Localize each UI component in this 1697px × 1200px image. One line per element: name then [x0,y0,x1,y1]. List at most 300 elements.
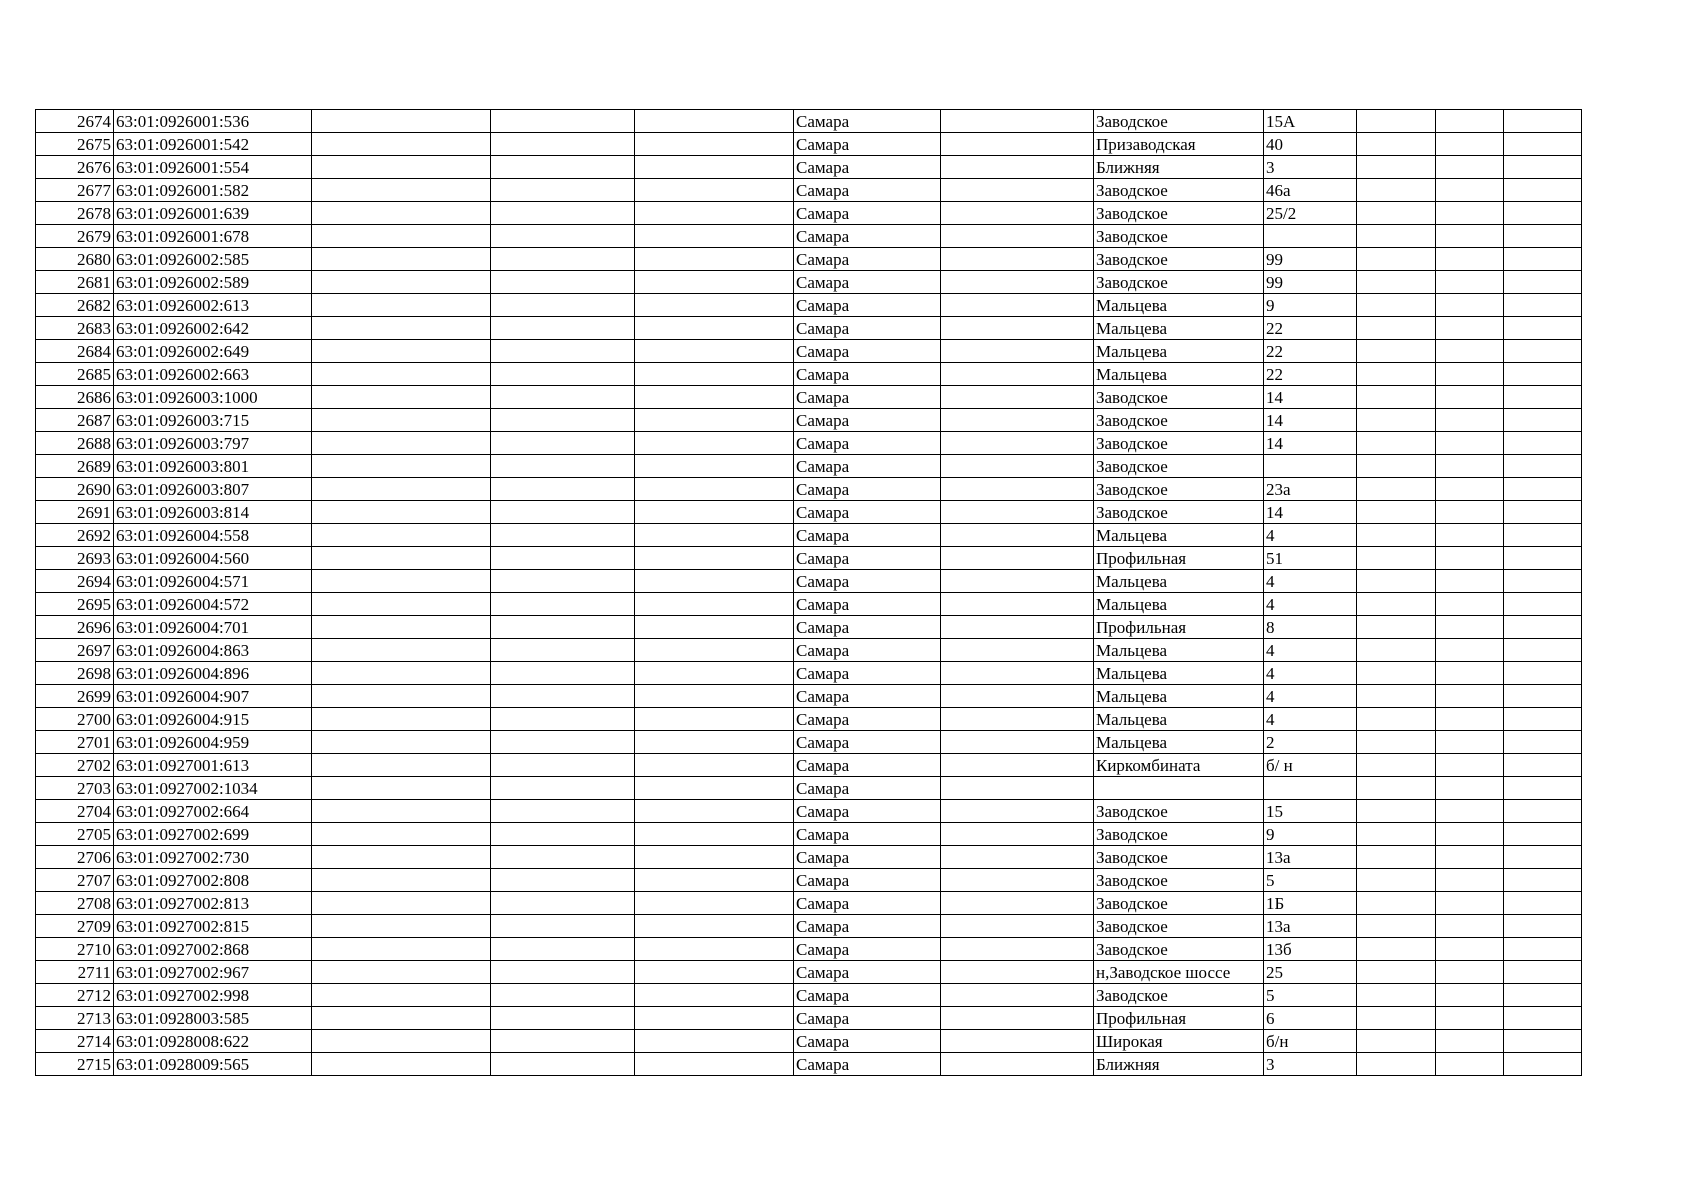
table-row [36,271,1582,294]
empty-cell [312,662,491,685]
empty-cell [1436,340,1504,363]
empty-cell [635,823,794,846]
table-row [36,110,1582,133]
row-number-cell: 2706 [36,846,114,869]
empty-cell [1357,547,1436,570]
empty-cell [1504,869,1582,892]
empty-cell [312,800,491,823]
empty-cell [1357,202,1436,225]
city-cell: Самара [794,731,941,754]
empty-cell [491,984,635,1007]
empty-cell [1436,179,1504,202]
empty-cell [491,639,635,662]
cadastral-number-cell: 63:01:0926004:915 [114,708,312,731]
row-number-cell: 2695 [36,593,114,616]
empty-cell [312,616,491,639]
empty-cell [635,616,794,639]
empty-cell [1436,961,1504,984]
table-row [36,846,1582,869]
cadastral-number-cell: 63:01:0926004:560 [114,547,312,570]
house-cell: 14 [1264,432,1357,455]
empty-cell [1436,1053,1504,1076]
empty-cell [312,938,491,961]
empty-cell [941,777,1094,800]
empty-cell [1357,501,1436,524]
street-cell: Мальцева [1094,340,1264,363]
empty-cell [1504,432,1582,455]
empty-cell [1436,294,1504,317]
empty-cell [1504,685,1582,708]
empty-cell [941,386,1094,409]
table-row [36,570,1582,593]
empty-cell [312,225,491,248]
row-number-cell: 2702 [36,754,114,777]
empty-cell [1357,248,1436,271]
table-row [36,662,1582,685]
cadastral-number-cell: 63:01:0926001:542 [114,133,312,156]
empty-cell [1357,800,1436,823]
empty-cell [1357,133,1436,156]
empty-cell [635,248,794,271]
row-number-cell: 2704 [36,800,114,823]
empty-cell [1436,915,1504,938]
empty-cell [1436,386,1504,409]
city-cell: Самара [794,846,941,869]
house-cell: 4 [1264,593,1357,616]
empty-cell [1436,754,1504,777]
empty-cell [491,340,635,363]
empty-cell [312,478,491,501]
cadastral-number-cell: 63:01:0926003:807 [114,478,312,501]
empty-cell [1436,731,1504,754]
table-row [36,225,1582,248]
house-cell [1264,455,1357,478]
city-cell: Самара [794,409,941,432]
street-cell: Заводское [1094,869,1264,892]
cadastral-number-cell: 63:01:0926002:642 [114,317,312,340]
empty-cell [312,432,491,455]
empty-cell [1504,294,1582,317]
city-cell: Самара [794,961,941,984]
empty-cell [1357,386,1436,409]
table-body [36,110,1582,1076]
row-number-cell: 2701 [36,731,114,754]
empty-cell [941,708,1094,731]
empty-cell [941,409,1094,432]
house-cell: 13б [1264,938,1357,961]
empty-cell [1357,593,1436,616]
row-number-cell: 2712 [36,984,114,1007]
cadastral-number-cell: 63:01:0927002:998 [114,984,312,1007]
empty-cell [1504,777,1582,800]
house-cell: 22 [1264,363,1357,386]
house-cell: 14 [1264,386,1357,409]
row-number-cell: 2690 [36,478,114,501]
empty-cell [1436,547,1504,570]
row-number-cell: 2700 [36,708,114,731]
empty-cell [491,179,635,202]
empty-cell [1504,501,1582,524]
row-number-cell: 2691 [36,501,114,524]
table-row [36,892,1582,915]
house-cell: 2 [1264,731,1357,754]
empty-cell [491,225,635,248]
empty-cell [312,133,491,156]
empty-cell [1357,984,1436,1007]
table-row [36,501,1582,524]
table-row [36,1030,1582,1053]
empty-cell [1436,777,1504,800]
empty-cell [941,225,1094,248]
empty-cell [1436,271,1504,294]
cadastral-number-cell: 63:01:0928009:565 [114,1053,312,1076]
empty-cell [312,570,491,593]
row-number-cell: 2680 [36,248,114,271]
table-row [36,754,1582,777]
empty-cell [1504,823,1582,846]
empty-cell [312,754,491,777]
empty-cell [1436,823,1504,846]
empty-cell [1436,616,1504,639]
empty-cell [941,869,1094,892]
empty-cell [491,455,635,478]
empty-cell [1357,478,1436,501]
city-cell: Самара [794,110,941,133]
house-cell [1264,225,1357,248]
empty-cell [941,432,1094,455]
table-row [36,915,1582,938]
row-number-cell: 2705 [36,823,114,846]
cadastral-number-cell: 63:01:0926002:613 [114,294,312,317]
empty-cell [312,731,491,754]
cadastral-number-cell: 63:01:0927002:730 [114,846,312,869]
empty-cell [1504,225,1582,248]
empty-cell [635,754,794,777]
empty-cell [312,547,491,570]
empty-cell [635,110,794,133]
table-row [36,340,1582,363]
cadastral-number-cell: 63:01:0926001:582 [114,179,312,202]
row-number-cell: 2708 [36,892,114,915]
empty-cell [1436,570,1504,593]
empty-cell [635,156,794,179]
empty-cell [491,271,635,294]
street-cell: Мальцева [1094,593,1264,616]
empty-cell [1436,662,1504,685]
empty-cell [635,846,794,869]
empty-cell [491,593,635,616]
empty-cell [635,455,794,478]
empty-cell [491,823,635,846]
empty-cell [1357,1053,1436,1076]
house-cell: 4 [1264,639,1357,662]
empty-cell [1357,570,1436,593]
street-cell: Мальцева [1094,317,1264,340]
cadastral-number-cell: 63:01:0926001:536 [114,110,312,133]
street-cell: Заводское [1094,823,1264,846]
city-cell: Самара [794,363,941,386]
table-row [36,869,1582,892]
street-cell: Заводское [1094,455,1264,478]
table-row [36,1053,1582,1076]
house-cell: 99 [1264,248,1357,271]
house-cell: 15 [1264,800,1357,823]
city-cell: Самара [794,1030,941,1053]
house-cell: 25/2 [1264,202,1357,225]
house-cell: 5 [1264,984,1357,1007]
house-cell: 14 [1264,501,1357,524]
house-cell: б/н [1264,1030,1357,1053]
empty-cell [1504,202,1582,225]
empty-cell [491,846,635,869]
row-number-cell: 2689 [36,455,114,478]
empty-cell [312,777,491,800]
table-row [36,179,1582,202]
city-cell: Самара [794,133,941,156]
empty-cell [312,1053,491,1076]
empty-cell [1357,409,1436,432]
table-row [36,731,1582,754]
empty-cell [941,984,1094,1007]
empty-cell [1357,961,1436,984]
city-cell: Самара [794,547,941,570]
cadastral-number-cell: 63:01:0927001:613 [114,754,312,777]
empty-cell [491,1007,635,1030]
empty-cell [635,685,794,708]
empty-cell [1504,133,1582,156]
city-cell: Самара [794,915,941,938]
house-cell: 46а [1264,179,1357,202]
table-row [36,133,1582,156]
empty-cell [491,547,635,570]
empty-cell [1357,616,1436,639]
house-cell: 9 [1264,823,1357,846]
street-cell: Заводское [1094,846,1264,869]
empty-cell [1504,179,1582,202]
empty-cell [491,777,635,800]
empty-cell [635,317,794,340]
city-cell: Самара [794,478,941,501]
row-number-cell: 2677 [36,179,114,202]
empty-cell [1504,708,1582,731]
cadastral-number-cell: 63:01:0926003:801 [114,455,312,478]
city-cell: Самара [794,570,941,593]
empty-cell [1436,869,1504,892]
city-cell: Самара [794,800,941,823]
empty-cell [1504,754,1582,777]
cadastral-number-cell: 63:01:0926004:907 [114,685,312,708]
cadastral-number-cell: 63:01:0926002:663 [114,363,312,386]
house-cell: 9 [1264,294,1357,317]
empty-cell [941,455,1094,478]
house-cell: 4 [1264,524,1357,547]
empty-cell [1504,938,1582,961]
row-number-cell: 2715 [36,1053,114,1076]
empty-cell [1436,156,1504,179]
house-cell: 15А [1264,110,1357,133]
empty-cell [1436,984,1504,1007]
empty-cell [635,915,794,938]
cadastral-number-cell: 63:01:0926001:639 [114,202,312,225]
street-cell: Мальцева [1094,294,1264,317]
empty-cell [1357,225,1436,248]
row-number-cell: 2676 [36,156,114,179]
empty-cell [491,409,635,432]
empty-cell [941,570,1094,593]
empty-cell [635,1007,794,1030]
empty-cell [1357,662,1436,685]
row-number-cell: 2711 [36,961,114,984]
city-cell: Самара [794,685,941,708]
empty-cell [1436,639,1504,662]
empty-cell [941,731,1094,754]
empty-cell [1504,570,1582,593]
empty-cell [1504,386,1582,409]
empty-cell [1357,317,1436,340]
city-cell: Самара [794,593,941,616]
empty-cell [312,869,491,892]
empty-cell [1504,961,1582,984]
empty-cell [635,984,794,1007]
empty-cell [1504,409,1582,432]
empty-cell [1436,685,1504,708]
empty-cell [491,915,635,938]
table-row [36,317,1582,340]
cadastral-number-cell: 63:01:0926003:814 [114,501,312,524]
empty-cell [1357,156,1436,179]
empty-cell [312,984,491,1007]
street-cell: Ближняя [1094,156,1264,179]
street-cell: н,Заводское шоссе [1094,961,1264,984]
city-cell: Самара [794,455,941,478]
empty-cell [491,570,635,593]
empty-cell [1504,110,1582,133]
house-cell: 25 [1264,961,1357,984]
table-row [36,938,1582,961]
empty-cell [1504,731,1582,754]
table-row [36,547,1582,570]
empty-cell [491,478,635,501]
empty-cell [312,685,491,708]
empty-cell [941,616,1094,639]
cadastral-number-cell: 63:01:0927002:868 [114,938,312,961]
cadastral-number-cell: 63:01:0926004:571 [114,570,312,593]
city-cell: Самара [794,754,941,777]
empty-cell [941,524,1094,547]
table-row [36,409,1582,432]
empty-cell [941,248,1094,271]
empty-cell [1357,271,1436,294]
cadastral-number-cell: 63:01:0927002:967 [114,961,312,984]
city-cell: Самара [794,869,941,892]
empty-cell [941,110,1094,133]
table-row [36,156,1582,179]
cadastral-number-cell: 63:01:0926004:863 [114,639,312,662]
table-row [36,202,1582,225]
empty-cell [312,501,491,524]
table-row [36,363,1582,386]
empty-cell [1357,754,1436,777]
cadastral-number-cell: 63:01:0927002:1034 [114,777,312,800]
row-number-cell: 2692 [36,524,114,547]
house-cell: 99 [1264,271,1357,294]
empty-cell [635,593,794,616]
row-number-cell: 2685 [36,363,114,386]
city-cell: Самара [794,340,941,363]
street-cell: Заводское [1094,225,1264,248]
city-cell: Самара [794,386,941,409]
street-cell: Заводское [1094,501,1264,524]
empty-cell [1436,846,1504,869]
cadastral-number-cell: 63:01:0928008:622 [114,1030,312,1053]
empty-cell [1436,248,1504,271]
empty-cell [941,593,1094,616]
empty-cell [941,846,1094,869]
empty-cell [1357,915,1436,938]
house-cell: 5 [1264,869,1357,892]
street-cell: Заводское [1094,892,1264,915]
empty-cell [312,363,491,386]
data-table [35,109,1582,1076]
empty-cell [1436,593,1504,616]
row-number-cell: 2703 [36,777,114,800]
row-number-cell: 2697 [36,639,114,662]
empty-cell [941,156,1094,179]
empty-cell [635,961,794,984]
cadastral-number-cell: 63:01:0926003:1000 [114,386,312,409]
empty-cell [491,432,635,455]
empty-cell [491,708,635,731]
street-cell: Заводское [1094,915,1264,938]
empty-cell [1357,340,1436,363]
empty-cell [941,133,1094,156]
city-cell: Самара [794,1007,941,1030]
table-row [36,478,1582,501]
empty-cell [941,823,1094,846]
empty-cell [491,524,635,547]
table-row [36,593,1582,616]
empty-cell [312,294,491,317]
empty-cell [1504,593,1582,616]
empty-cell [1504,1053,1582,1076]
house-cell [1264,777,1357,800]
cadastral-number-cell: 63:01:0928003:585 [114,1007,312,1030]
empty-cell [941,340,1094,363]
empty-cell [312,156,491,179]
empty-cell [491,386,635,409]
empty-cell [491,156,635,179]
table-row [36,639,1582,662]
city-cell: Самара [794,432,941,455]
empty-cell [1504,317,1582,340]
empty-cell [491,662,635,685]
empty-cell [635,179,794,202]
row-number-cell: 2707 [36,869,114,892]
empty-cell [941,478,1094,501]
empty-cell [1357,892,1436,915]
city-cell: Самара [794,248,941,271]
empty-cell [1436,1030,1504,1053]
empty-cell [1504,524,1582,547]
empty-cell [491,110,635,133]
empty-cell [312,961,491,984]
empty-cell [491,685,635,708]
empty-cell [941,754,1094,777]
empty-cell [1504,363,1582,386]
empty-cell [1357,731,1436,754]
city-cell: Самара [794,662,941,685]
house-cell: 4 [1264,685,1357,708]
